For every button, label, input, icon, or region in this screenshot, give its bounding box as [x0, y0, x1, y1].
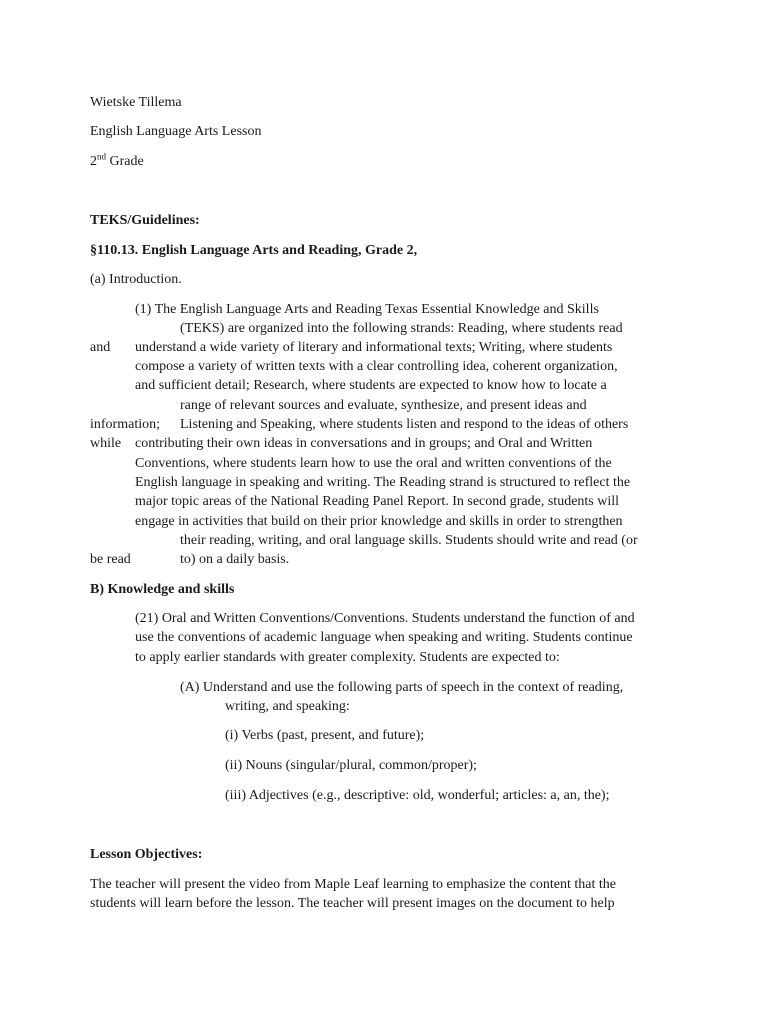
knowledge-para-line: use the conventions of academic language when speaking and writing. Students continue	[135, 630, 633, 645]
grade-line	[90, 153, 144, 171]
para1-line: range of relevant sources and evaluate, synthesize, and present ideas and	[180, 398, 587, 413]
para1-line: compose a variety of written texts with a clear controlling idea, coherent organization,	[135, 359, 618, 374]
para1-line: engage in activities that build on their prior knowledge and skills in order to strengthen	[135, 514, 623, 529]
sub-item-verbs: (i) Verbs (past, present, and future);	[225, 728, 425, 743]
teks-heading: TEKS/Guidelines:	[90, 213, 200, 228]
para1-line: understand a wide variety of literary and informational texts; Writing, where students	[135, 340, 613, 355]
margin-word-be-read: be read	[90, 552, 131, 567]
para1-line: major topic areas of the National Reading Panel Report. In second grade, students will	[135, 494, 620, 509]
objectives-line: students will learn before the lesson. The teacher will present images on the document to help	[90, 896, 615, 911]
item-a-line: (A) Understand and use the following parts of speech in the context of reading,	[180, 680, 624, 695]
lesson-subject: English Language Arts Lesson	[90, 124, 262, 139]
objectives-line: The teacher will present the video from Maple Leaf learning to emphasize the content that the	[90, 877, 616, 892]
margin-word-and: and	[90, 340, 111, 355]
para1-line: English language in speaking and writing. The Reading strand is structured to reflect the	[135, 475, 631, 490]
para1-line: to) on a daily basis.	[180, 552, 290, 567]
para1-line: Conventions, where students learn how to use the oral and written conventions of the	[135, 456, 612, 471]
knowledge-para-line: (21) Oral and Written Conventions/Conventions. Students understand the function of and	[135, 611, 635, 626]
item-a-line: writing, and speaking:	[225, 699, 350, 714]
author-name: Wietske Tillema	[90, 95, 182, 110]
margin-word-while: while	[90, 436, 122, 451]
knowledge-para-line: to apply earlier standards with greater complexity. Students are expected to:	[135, 650, 560, 665]
para1-line: Listening and Speaking, where students listen and respond to the ideas of others	[180, 417, 629, 432]
margin-word-information: information;	[90, 417, 160, 432]
objectives-heading: Lesson Objectives:	[90, 847, 203, 862]
para1-line: (TEKS) are organized into the following strands: Reading, where students read	[180, 321, 623, 336]
grade-number: 2	[90, 154, 97, 169]
grade-word: Grade	[106, 154, 144, 169]
sub-item-nouns: (ii) Nouns (singular/plural, common/proper);	[225, 758, 477, 773]
knowledge-heading: B) Knowledge and skills	[90, 582, 235, 597]
introduction-label: (a) Introduction.	[90, 272, 182, 287]
para1-line: and sufficient detail; Research, where students are expected to know how to locate a	[135, 378, 607, 393]
para1-line: (1) The English Language Arts and Reading Texas Essential Knowledge and Skills	[135, 302, 599, 317]
para1-line: their reading, writing, and oral language skills. Students should write and read (or	[180, 533, 638, 548]
grade-suffix: nd	[97, 151, 106, 162]
para1-line: contributing their own ideas in conversations and in groups; and Oral and Written	[135, 436, 593, 451]
sub-item-adjectives: (iii) Adjectives (e.g., descriptive: old, wonderful; articles: a, an, the);	[225, 788, 610, 803]
section-title: §110.13. English Language Arts and Reading, Grade 2,	[90, 243, 418, 258]
